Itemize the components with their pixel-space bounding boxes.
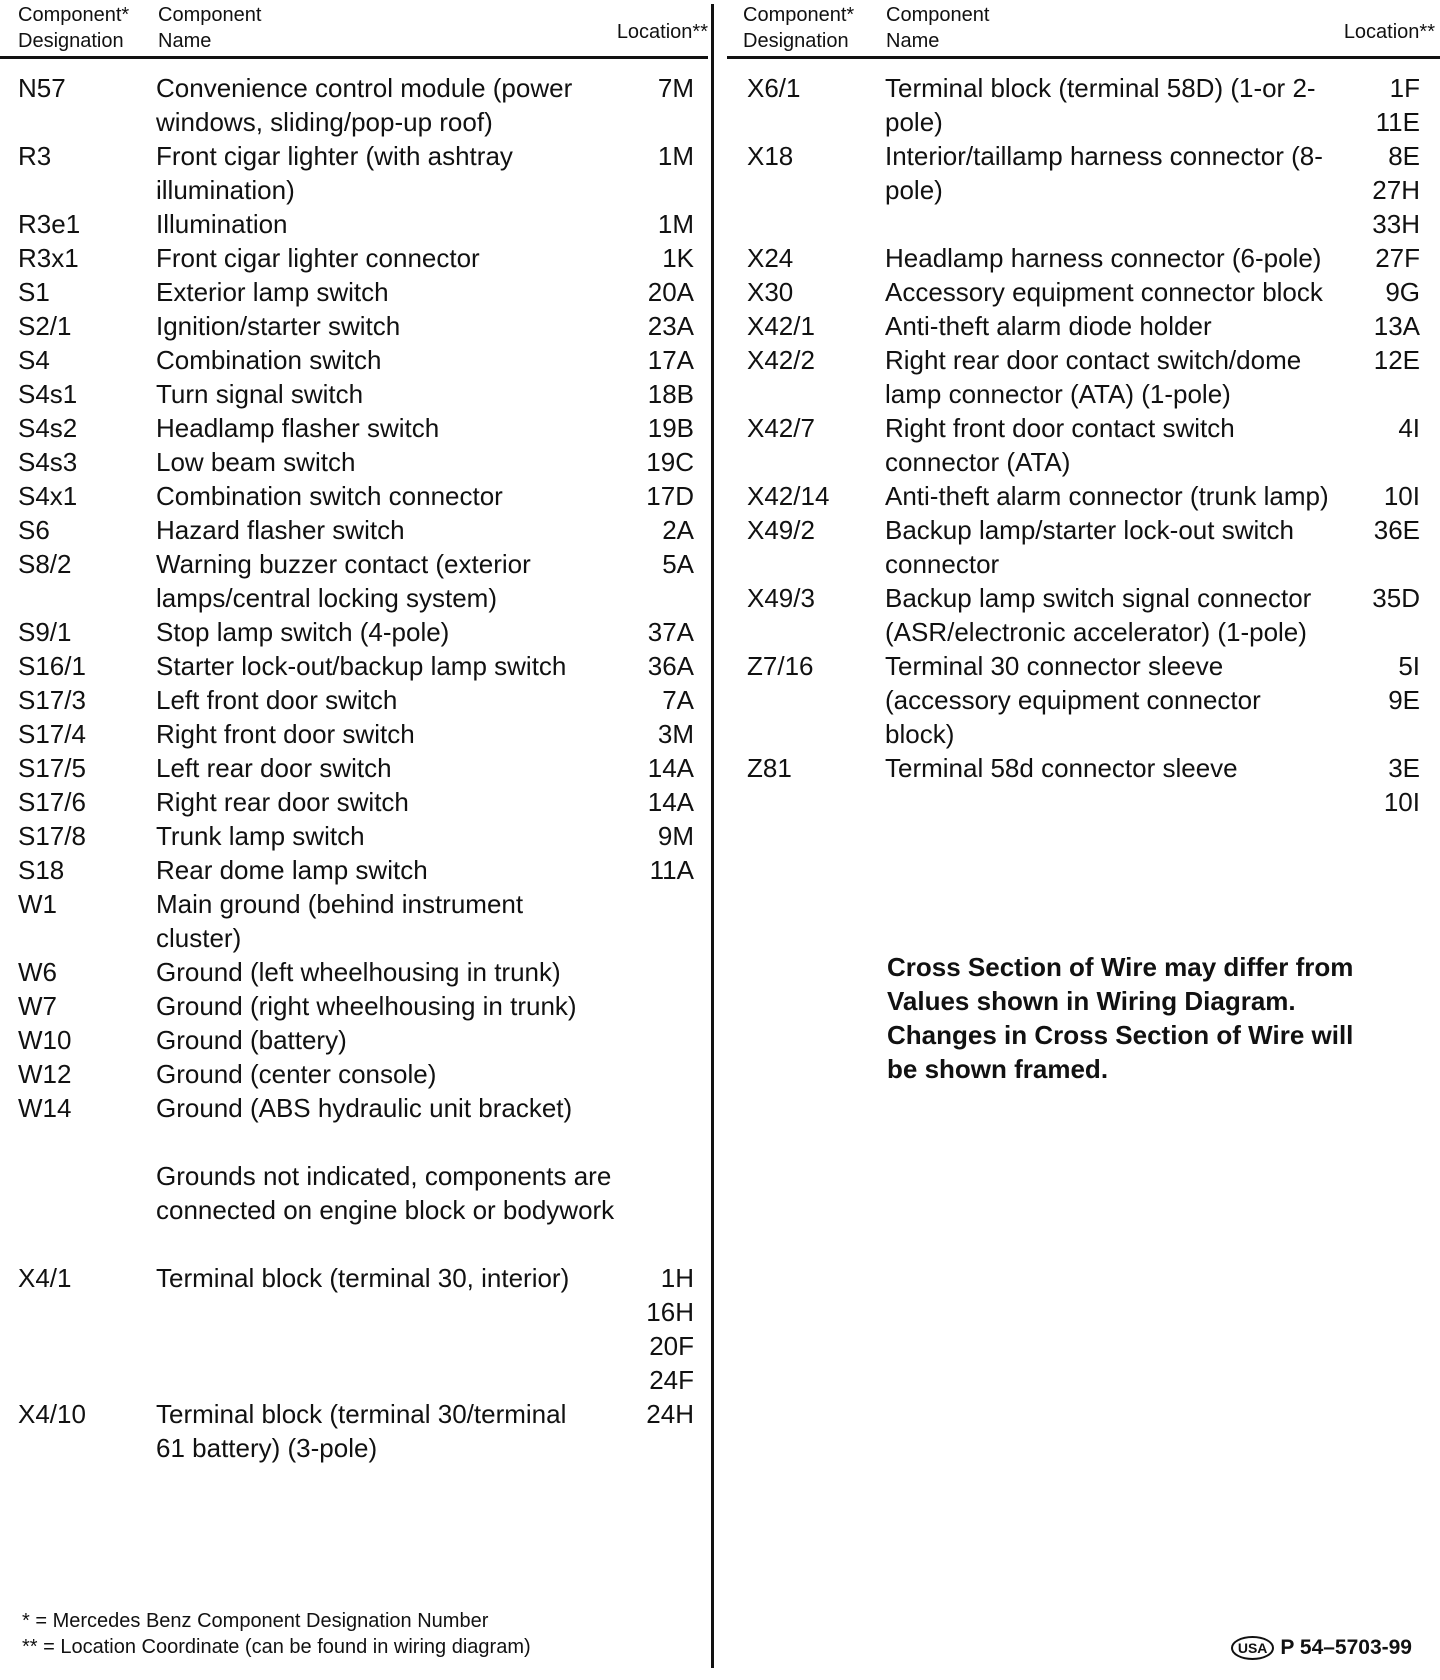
component-name: Front cigar lighter connector bbox=[156, 243, 480, 273]
location-coordinate: 33H bbox=[1372, 209, 1420, 239]
component-designation: S17/6 bbox=[18, 787, 86, 817]
component-designation: S4s1 bbox=[18, 379, 78, 409]
table-row bbox=[0, 1397, 708, 1465]
component-location bbox=[602, 853, 694, 887]
component-designation: X24 bbox=[747, 243, 794, 273]
component-designation: R3x1 bbox=[18, 243, 79, 273]
header-name-line1: Component bbox=[158, 4, 262, 26]
location-coordinate: 35D bbox=[1372, 583, 1420, 613]
header-designation-line1: Component* bbox=[18, 4, 130, 26]
table-row bbox=[0, 377, 708, 411]
component-name: Low beam switch bbox=[156, 447, 356, 477]
component-designation: S17/4 bbox=[18, 719, 86, 749]
component-designation: X18 bbox=[747, 141, 794, 171]
cross-section-note-line1: Cross Section of Wire may differ from Values shown in Wiring Diagram. bbox=[887, 952, 1354, 1016]
header-designation bbox=[743, 2, 854, 54]
table-row bbox=[0, 445, 708, 479]
component-name: Terminal block (terminal 30, interior) bbox=[156, 1263, 570, 1293]
component-location bbox=[602, 513, 694, 547]
component-designation: N57 bbox=[18, 73, 66, 103]
location-coordinate: 10I bbox=[1383, 481, 1420, 511]
component-designation: X4/1 bbox=[18, 1263, 72, 1293]
component-name: Front cigar lighter (with ashtray illumination) bbox=[156, 141, 513, 205]
component-designation: S2/1 bbox=[18, 311, 72, 341]
component-name: Headlamp flasher switch bbox=[156, 413, 440, 443]
component-designation: X4/10 bbox=[18, 1399, 86, 1429]
table-row bbox=[0, 241, 708, 275]
location-coordinate: 16H bbox=[646, 1297, 694, 1327]
component-location bbox=[602, 955, 694, 989]
component-name: Illumination bbox=[156, 209, 288, 239]
location-coordinate: 1H bbox=[660, 1263, 694, 1293]
header-name-line2: Name bbox=[158, 30, 212, 52]
location-coordinate: 20F bbox=[649, 1331, 694, 1361]
component-location bbox=[1342, 479, 1420, 513]
component-designation: R3e1 bbox=[18, 209, 81, 239]
location-coordinate: 17D bbox=[646, 481, 694, 511]
table-row bbox=[727, 71, 1440, 139]
component-name: Hazard flasher switch bbox=[156, 515, 405, 545]
component-designation: X42/1 bbox=[747, 311, 815, 341]
footnote-single-asterisk: * = Mercedes Benz Component Designation Number bbox=[22, 1610, 489, 1632]
right-table-header bbox=[727, 0, 1440, 59]
component-designation: S4s2 bbox=[18, 413, 78, 443]
location-coordinate: 8E bbox=[1388, 141, 1420, 171]
component-name: Stop lamp switch (4-pole) bbox=[156, 617, 450, 647]
component-location bbox=[1342, 411, 1420, 479]
location-coordinate: 1F bbox=[1389, 73, 1420, 103]
location-coordinate: 2A bbox=[662, 515, 694, 545]
header-designation-line2: Designation bbox=[743, 30, 849, 52]
component-location bbox=[602, 275, 694, 309]
location-coordinate: 23A bbox=[647, 311, 694, 341]
component-designation: R3 bbox=[18, 141, 52, 171]
location-coordinate: 14A bbox=[647, 787, 694, 817]
table-row bbox=[727, 479, 1440, 513]
component-location bbox=[602, 1091, 694, 1125]
component-name: Combination switch connector bbox=[156, 481, 503, 511]
component-name: Left front door switch bbox=[156, 685, 398, 715]
component-location bbox=[602, 1023, 694, 1057]
component-name: Convenience control module (power windows, sliding/pop-up roof) bbox=[156, 73, 573, 137]
component-location bbox=[602, 547, 694, 615]
location-coordinate: 11E bbox=[1375, 107, 1420, 137]
location-coordinate: 19B bbox=[647, 413, 694, 443]
component-location bbox=[602, 207, 694, 241]
location-coordinate: 20A bbox=[647, 277, 694, 307]
table-row bbox=[0, 785, 708, 819]
location-coordinate: 19C bbox=[646, 447, 694, 477]
component-designation: W10 bbox=[18, 1025, 72, 1055]
location-coordinate: 10I bbox=[1383, 787, 1420, 817]
component-location bbox=[602, 785, 694, 819]
component-designation: S4x1 bbox=[18, 481, 78, 511]
table-row bbox=[0, 955, 708, 989]
grounds-note: Grounds not indicated, components are connected on engine block or bodywork bbox=[156, 1161, 615, 1225]
component-name: Left rear door switch bbox=[156, 753, 392, 783]
component-name: Right rear door contact switch/dome lamp connector (ATA) (1-pole) bbox=[885, 345, 1302, 409]
header-name-line1: Component bbox=[886, 4, 990, 26]
table-row bbox=[0, 513, 708, 547]
component-name: Combination switch bbox=[156, 345, 382, 375]
footnote-double-asterisk: ** = Location Coordinate (can be found in wiring diagram) bbox=[22, 1636, 531, 1658]
table-row bbox=[0, 207, 708, 241]
component-location bbox=[602, 71, 694, 139]
component-name: Right front door contact switch connector (ATA) bbox=[885, 413, 1235, 477]
component-location bbox=[1342, 275, 1420, 309]
table-row bbox=[0, 853, 708, 887]
table-row bbox=[0, 343, 708, 377]
component-designation: W14 bbox=[18, 1093, 72, 1123]
table-row bbox=[0, 1057, 708, 1091]
component-location bbox=[602, 241, 694, 275]
location-coordinate: 27H bbox=[1372, 175, 1420, 205]
table-row bbox=[727, 751, 1440, 819]
table-row bbox=[0, 309, 708, 343]
location-coordinate: 9M bbox=[657, 821, 694, 851]
left-table-header bbox=[0, 0, 708, 59]
component-name: Interior/taillamp harness connector (8-pole) bbox=[885, 141, 1323, 205]
component-designation: W7 bbox=[18, 991, 57, 1021]
table-row bbox=[0, 1091, 708, 1125]
location-coordinate: 36A bbox=[647, 651, 694, 681]
table-row bbox=[0, 717, 708, 751]
location-coordinate: 36E bbox=[1373, 515, 1420, 545]
column-divider bbox=[711, 4, 714, 1668]
component-name: Terminal block (terminal 30/terminal 61 battery) (3-pole) bbox=[156, 1399, 567, 1463]
table-row bbox=[0, 887, 708, 955]
component-location bbox=[602, 819, 694, 853]
component-location bbox=[602, 649, 694, 683]
component-designation: X30 bbox=[747, 277, 794, 307]
component-designation: S4s3 bbox=[18, 447, 78, 477]
component-location bbox=[1342, 309, 1420, 343]
component-designation: W12 bbox=[18, 1059, 72, 1089]
component-name: Warning buzzer contact (exterior lamps/central locking system) bbox=[156, 549, 531, 613]
component-location bbox=[602, 343, 694, 377]
header-name bbox=[886, 2, 989, 54]
component-designation: W6 bbox=[18, 957, 57, 987]
location-coordinate: 3M bbox=[657, 719, 694, 749]
component-name: Ground (center console) bbox=[156, 1059, 437, 1089]
location-coordinate: 5A bbox=[662, 549, 694, 579]
location-coordinate: 18B bbox=[647, 379, 694, 409]
component-designation: S4 bbox=[18, 345, 50, 375]
table-row bbox=[727, 309, 1440, 343]
header-designation bbox=[18, 2, 129, 54]
table-row bbox=[727, 411, 1440, 479]
component-name: Turn signal switch bbox=[156, 379, 364, 409]
component-location bbox=[1342, 581, 1420, 649]
table-row bbox=[0, 1261, 708, 1397]
table-row bbox=[727, 241, 1440, 275]
component-location bbox=[602, 887, 694, 955]
location-coordinate: 13A bbox=[1373, 311, 1420, 341]
component-designation: S17/5 bbox=[18, 753, 86, 783]
component-name: Exterior lamp switch bbox=[156, 277, 389, 307]
component-designation: X42/7 bbox=[747, 413, 815, 443]
component-designation: S9/1 bbox=[18, 617, 72, 647]
component-designation: X42/14 bbox=[747, 481, 830, 511]
location-coordinate: 7M bbox=[657, 73, 694, 103]
location-coordinate: 1M bbox=[657, 141, 694, 171]
component-designation: S17/3 bbox=[18, 685, 86, 715]
header-location: Location** bbox=[616, 21, 708, 43]
table-row bbox=[0, 275, 708, 309]
table-row bbox=[727, 139, 1440, 241]
component-location bbox=[1342, 649, 1420, 751]
component-name: Main ground (behind instrument cluster) bbox=[156, 889, 524, 953]
document-number-text: P 54–5703-99 bbox=[1280, 1636, 1412, 1659]
location-coordinate: 4I bbox=[1398, 413, 1420, 443]
header-designation-line1: Component* bbox=[743, 4, 855, 26]
table-row bbox=[727, 513, 1440, 581]
component-name: Starter lock-out/backup lamp switch bbox=[156, 651, 567, 681]
location-coordinate: 17A bbox=[647, 345, 694, 375]
right-column bbox=[727, 0, 1440, 819]
component-name: Right front door switch bbox=[156, 719, 415, 749]
component-location bbox=[1342, 71, 1420, 139]
component-designation: S16/1 bbox=[18, 651, 86, 681]
component-location bbox=[602, 411, 694, 445]
component-location bbox=[602, 1261, 694, 1397]
location-coordinate: 9E bbox=[1388, 685, 1420, 715]
component-designation: X49/3 bbox=[747, 583, 815, 613]
component-name: Ignition/starter switch bbox=[156, 311, 401, 341]
component-name: Headlamp harness connector (6-pole) bbox=[885, 243, 1322, 273]
component-designation: X6/1 bbox=[747, 73, 801, 103]
component-location bbox=[602, 989, 694, 1023]
component-name: Ground (left wheelhousing in trunk) bbox=[156, 957, 561, 987]
location-coordinate: 14A bbox=[647, 753, 694, 783]
table-row bbox=[0, 547, 708, 615]
table-row bbox=[0, 411, 708, 445]
component-location bbox=[1342, 241, 1420, 275]
component-location bbox=[602, 309, 694, 343]
right-component-list bbox=[727, 59, 1440, 819]
component-name: Accessory equipment connector block bbox=[885, 277, 1323, 307]
table-row bbox=[727, 581, 1440, 649]
location-coordinate: 12E bbox=[1373, 345, 1420, 375]
header-name-line2: Name bbox=[886, 30, 940, 52]
component-location bbox=[602, 717, 694, 751]
table-row bbox=[0, 71, 708, 139]
component-name: Backup lamp/starter lock-out switch connector bbox=[885, 515, 1294, 579]
location-coordinate: 3E bbox=[1388, 753, 1420, 783]
location-coordinate: 27F bbox=[1375, 243, 1420, 273]
component-location bbox=[602, 445, 694, 479]
table-row bbox=[0, 751, 708, 785]
cross-section-note bbox=[887, 950, 1387, 1086]
usa-badge-icon: USA bbox=[1231, 1636, 1275, 1660]
component-location bbox=[1342, 343, 1420, 411]
location-coordinate: 9G bbox=[1385, 277, 1420, 307]
component-designation: S18 bbox=[18, 855, 65, 885]
component-name: Rear dome lamp switch bbox=[156, 855, 428, 885]
component-location bbox=[602, 1397, 694, 1465]
header-location: Location** bbox=[1343, 21, 1435, 43]
component-designation: W1 bbox=[18, 889, 57, 919]
component-name: Anti-theft alarm connector (trunk lamp) bbox=[885, 481, 1329, 511]
component-name: Ground (right wheelhousing in trunk) bbox=[156, 991, 577, 1021]
component-name: Ground (battery) bbox=[156, 1025, 347, 1055]
table-row bbox=[727, 275, 1440, 309]
component-designation: X49/2 bbox=[747, 515, 815, 545]
location-coordinate: 7A bbox=[662, 685, 694, 715]
table-row bbox=[0, 819, 708, 853]
location-coordinate: 37A bbox=[647, 617, 694, 647]
component-location bbox=[602, 377, 694, 411]
component-name: Right rear door switch bbox=[156, 787, 409, 817]
component-designation: S6 bbox=[18, 515, 50, 545]
cross-section-note-line2: Changes in Cross Section of Wire will be shown framed. bbox=[887, 1020, 1354, 1084]
document-number bbox=[1231, 1636, 1412, 1660]
component-location bbox=[602, 479, 694, 513]
header-designation-line2: Designation bbox=[18, 30, 124, 52]
location-coordinate: 11A bbox=[649, 855, 694, 885]
component-designation: S1 bbox=[18, 277, 50, 307]
location-coordinate: 24F bbox=[649, 1365, 694, 1395]
component-location bbox=[602, 139, 694, 207]
table-row bbox=[0, 479, 708, 513]
table-row bbox=[0, 989, 708, 1023]
component-location bbox=[602, 615, 694, 649]
left-column bbox=[0, 0, 708, 1465]
component-designation: S8/2 bbox=[18, 549, 72, 579]
location-coordinate: 1M bbox=[657, 209, 694, 239]
table-row bbox=[0, 615, 708, 649]
table-row bbox=[727, 649, 1440, 751]
footnotes bbox=[22, 1608, 531, 1660]
component-location bbox=[1342, 139, 1420, 241]
component-designation: X42/2 bbox=[747, 345, 815, 375]
component-name: Anti-theft alarm diode holder bbox=[885, 311, 1212, 341]
component-name: Terminal 30 connector sleeve (accessory equipment connector block) bbox=[885, 651, 1261, 749]
table-row bbox=[727, 343, 1440, 411]
component-designation: S17/8 bbox=[18, 821, 86, 851]
left-component-list bbox=[0, 59, 708, 1125]
table-row bbox=[0, 649, 708, 683]
location-coordinate: 24H bbox=[646, 1399, 694, 1429]
component-location bbox=[602, 1057, 694, 1091]
component-designation: Z81 bbox=[747, 753, 792, 783]
component-name: Terminal block (terminal 58D) (1-or 2-pole) bbox=[885, 73, 1316, 137]
component-location bbox=[1342, 751, 1420, 819]
left-component-list-terminal-blocks bbox=[0, 1261, 708, 1465]
component-location bbox=[1342, 513, 1420, 581]
component-designation: Z7/16 bbox=[747, 651, 814, 681]
table-row bbox=[0, 139, 708, 207]
component-name: Backup lamp switch signal connector (ASR/electronic accelerator) (1-pole) bbox=[885, 583, 1312, 647]
location-coordinate: 1K bbox=[662, 243, 694, 273]
component-location bbox=[602, 683, 694, 717]
location-coordinate: 5I bbox=[1398, 651, 1420, 681]
header-name bbox=[158, 2, 261, 54]
component-name: Trunk lamp switch bbox=[156, 821, 365, 851]
component-name: Ground (ABS hydraulic unit bracket) bbox=[156, 1093, 573, 1123]
component-location bbox=[602, 751, 694, 785]
table-row bbox=[0, 683, 708, 717]
table-row bbox=[0, 1023, 708, 1057]
component-name: Terminal 58d connector sleeve bbox=[885, 753, 1238, 783]
